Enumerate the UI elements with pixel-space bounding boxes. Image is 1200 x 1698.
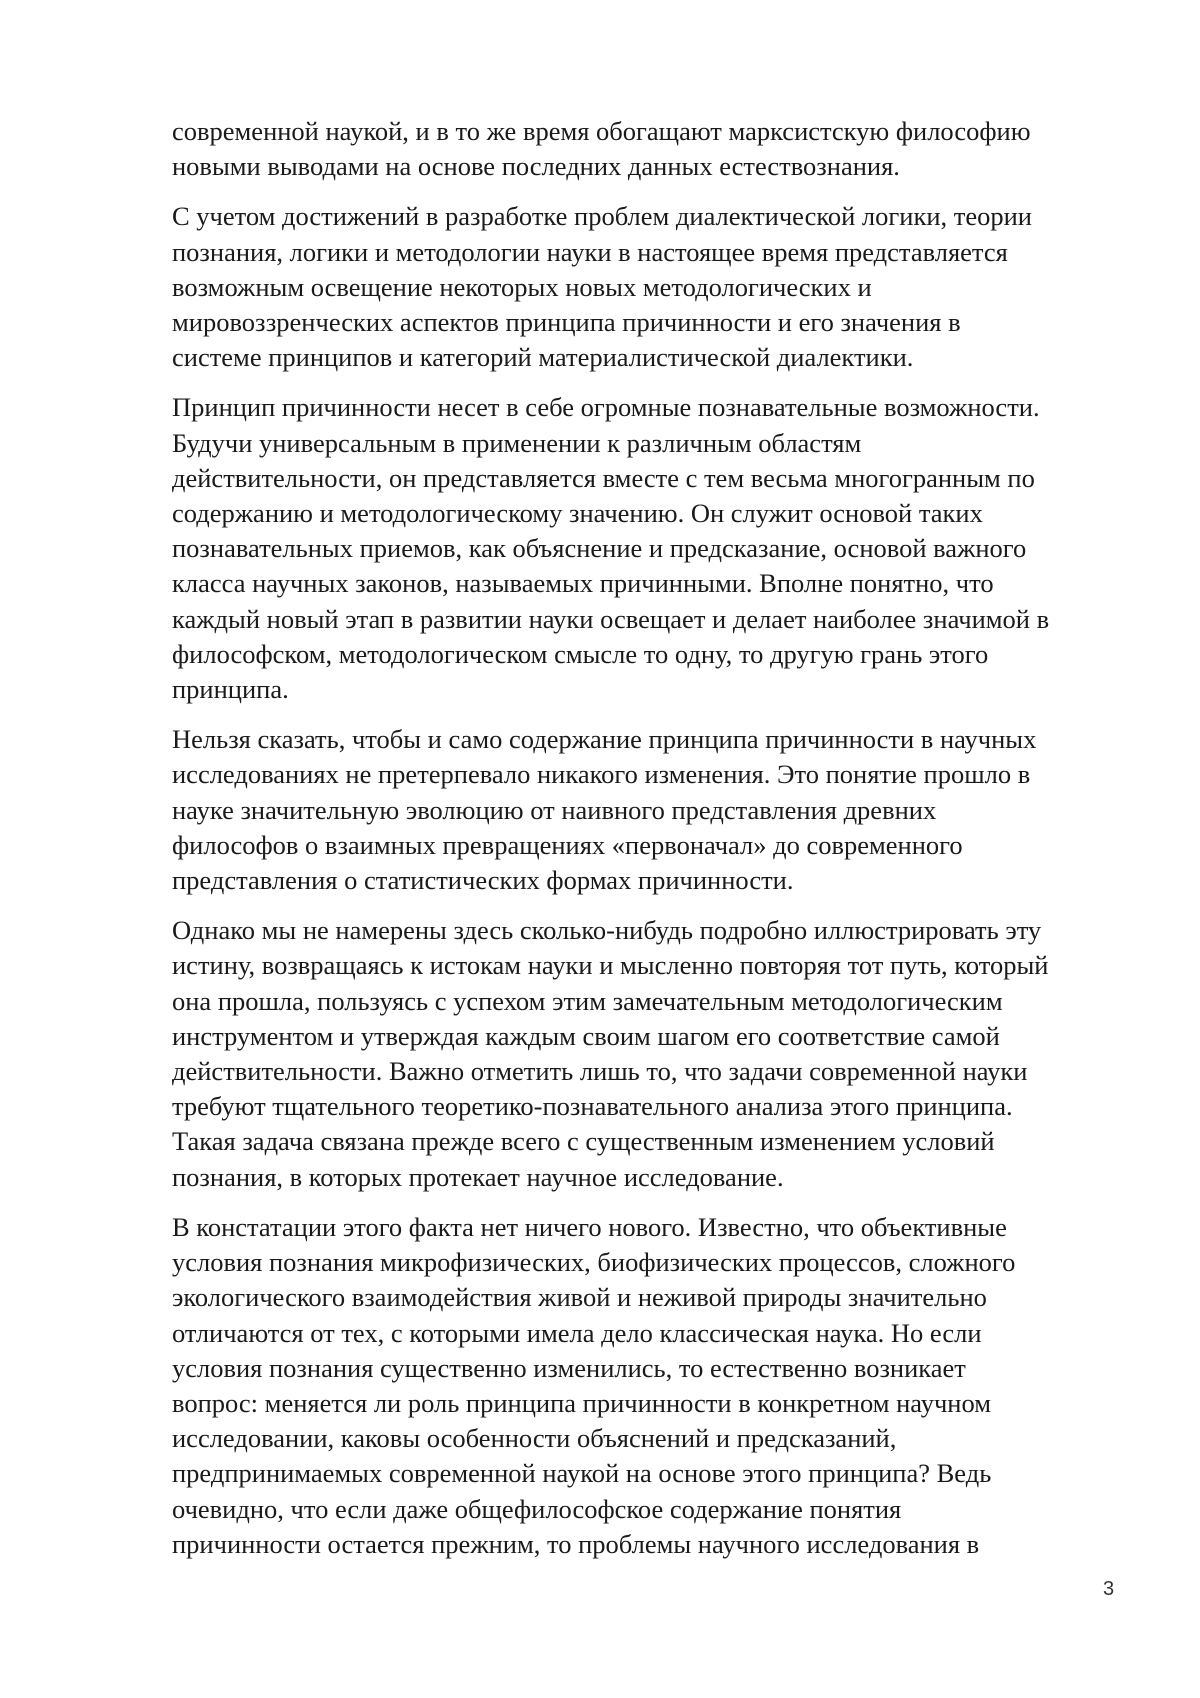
text-line: С учетом достижений в разработке проблем диалектической логики, теории xyxy=(172,201,1032,232)
paragraph xyxy=(172,114,1132,184)
text-line: Будучи универсальным в применении к различным областям xyxy=(172,427,862,458)
text-line: системе принципов и категорий материалистической диалектики. xyxy=(172,342,914,373)
text-line: каждый новый этап в развитии науки освещает и делает наиболее значимой в xyxy=(172,603,1050,634)
text-line: действительности. Важно отметить лишь то, что задачи современной науки xyxy=(172,1056,1028,1087)
text-line: Нельзя сказать, чтобы и само содержание принципа причинности в научных xyxy=(172,724,1037,755)
body-text xyxy=(172,114,1132,1577)
text-line: новыми выводами на основе последних данных естествознания. xyxy=(172,151,900,182)
page-number: 3 xyxy=(1103,1578,1115,1600)
text-line: класса научных законов, называемых причинными. Вполне понятно, что xyxy=(172,568,994,599)
text-line: условия познания микрофизических, биофизических процессов, сложного xyxy=(172,1247,1016,1278)
text-line: требуют тщательного теоретико-познавательного анализа этого принципа. xyxy=(172,1091,1013,1122)
text-line: условия познания существенно изменились, то естественно возникает xyxy=(172,1352,966,1383)
text-line: познания, логики и методологии науки в настоящее время представляется xyxy=(172,236,1008,267)
text-line: истину, возвращаясь к истокам науки и мысленно повторяя тот путь, который xyxy=(172,950,1049,981)
text-line: философов о взаимных превращениях «первоначал» до современного xyxy=(172,829,963,860)
text-line: принципа. xyxy=(172,674,289,705)
text-line: исследовании, каковы особенности объяснений и предсказаний, xyxy=(172,1423,897,1454)
text-line: Однако мы не намерены здесь сколько-нибудь подробно иллюстрировать эту xyxy=(172,915,1042,946)
text-line: отличаются от тех, с которыми имела дело классическая наука. Но если xyxy=(172,1317,982,1348)
text-line: возможным освещение некоторых новых методологических и xyxy=(172,271,872,302)
text-line: содержанию и методологическому значению. Он служит основой таких xyxy=(172,498,983,529)
text-line: исследованиях не претерпевало никакого изменения. Это понятие прошло в xyxy=(172,759,1031,790)
text-line: предпринимаемых современной наукой на основе этого принципа? Ведь xyxy=(172,1458,992,1489)
text-line: вопрос: меняется ли роль принципа причинности в конкретном научном xyxy=(172,1387,991,1418)
text-line: познавательных приемов, как объяснение и предсказание, основой важного xyxy=(172,533,1027,564)
text-line: познания, в которых протекает научное исследование. xyxy=(172,1161,784,1192)
text-line: действительности, он представляется вместе с тем весьма многогранным по xyxy=(172,462,1035,493)
paragraph xyxy=(172,722,1132,898)
paragraph xyxy=(172,913,1132,1195)
text-line: науке значительную эволюцию от наивного представления древних xyxy=(172,794,937,825)
text-line: она прошла, пользуясь с успехом этим замечательным методологическим xyxy=(172,985,1003,1016)
paragraph xyxy=(172,199,1132,375)
text-line: философском, методологическом смысле то одну, то другую грань этого xyxy=(172,638,989,669)
paragraph xyxy=(172,1210,1132,1562)
text-line: причинности остается прежним, то проблемы научного исследования в xyxy=(172,1528,980,1559)
text-line: Принцип причинности несет в себе огромные познавательные возможности. xyxy=(172,392,1040,423)
text-line: очевидно, что если даже общефилософское содержание понятия xyxy=(172,1493,902,1524)
text-line: представления о статистических формах причинности. xyxy=(172,865,794,896)
text-line: экологического взаимодействия живой и неживой природы значительно xyxy=(172,1282,987,1313)
text-line: мировоззренческих аспектов принципа причинности и его значения в xyxy=(172,307,961,338)
text-line: В констатации этого факта нет ничего нового. Известно, что объективные xyxy=(172,1211,1007,1242)
paragraph xyxy=(172,390,1132,707)
text-line: Такая задача связана прежде всего с существенным изменением условий xyxy=(172,1126,995,1157)
text-line: инструментом и утверждая каждым своим шагом его соответствие самой xyxy=(172,1020,1000,1051)
text-line: современной наукой, и в то же время обогащают марксистскую философию xyxy=(172,116,1031,146)
